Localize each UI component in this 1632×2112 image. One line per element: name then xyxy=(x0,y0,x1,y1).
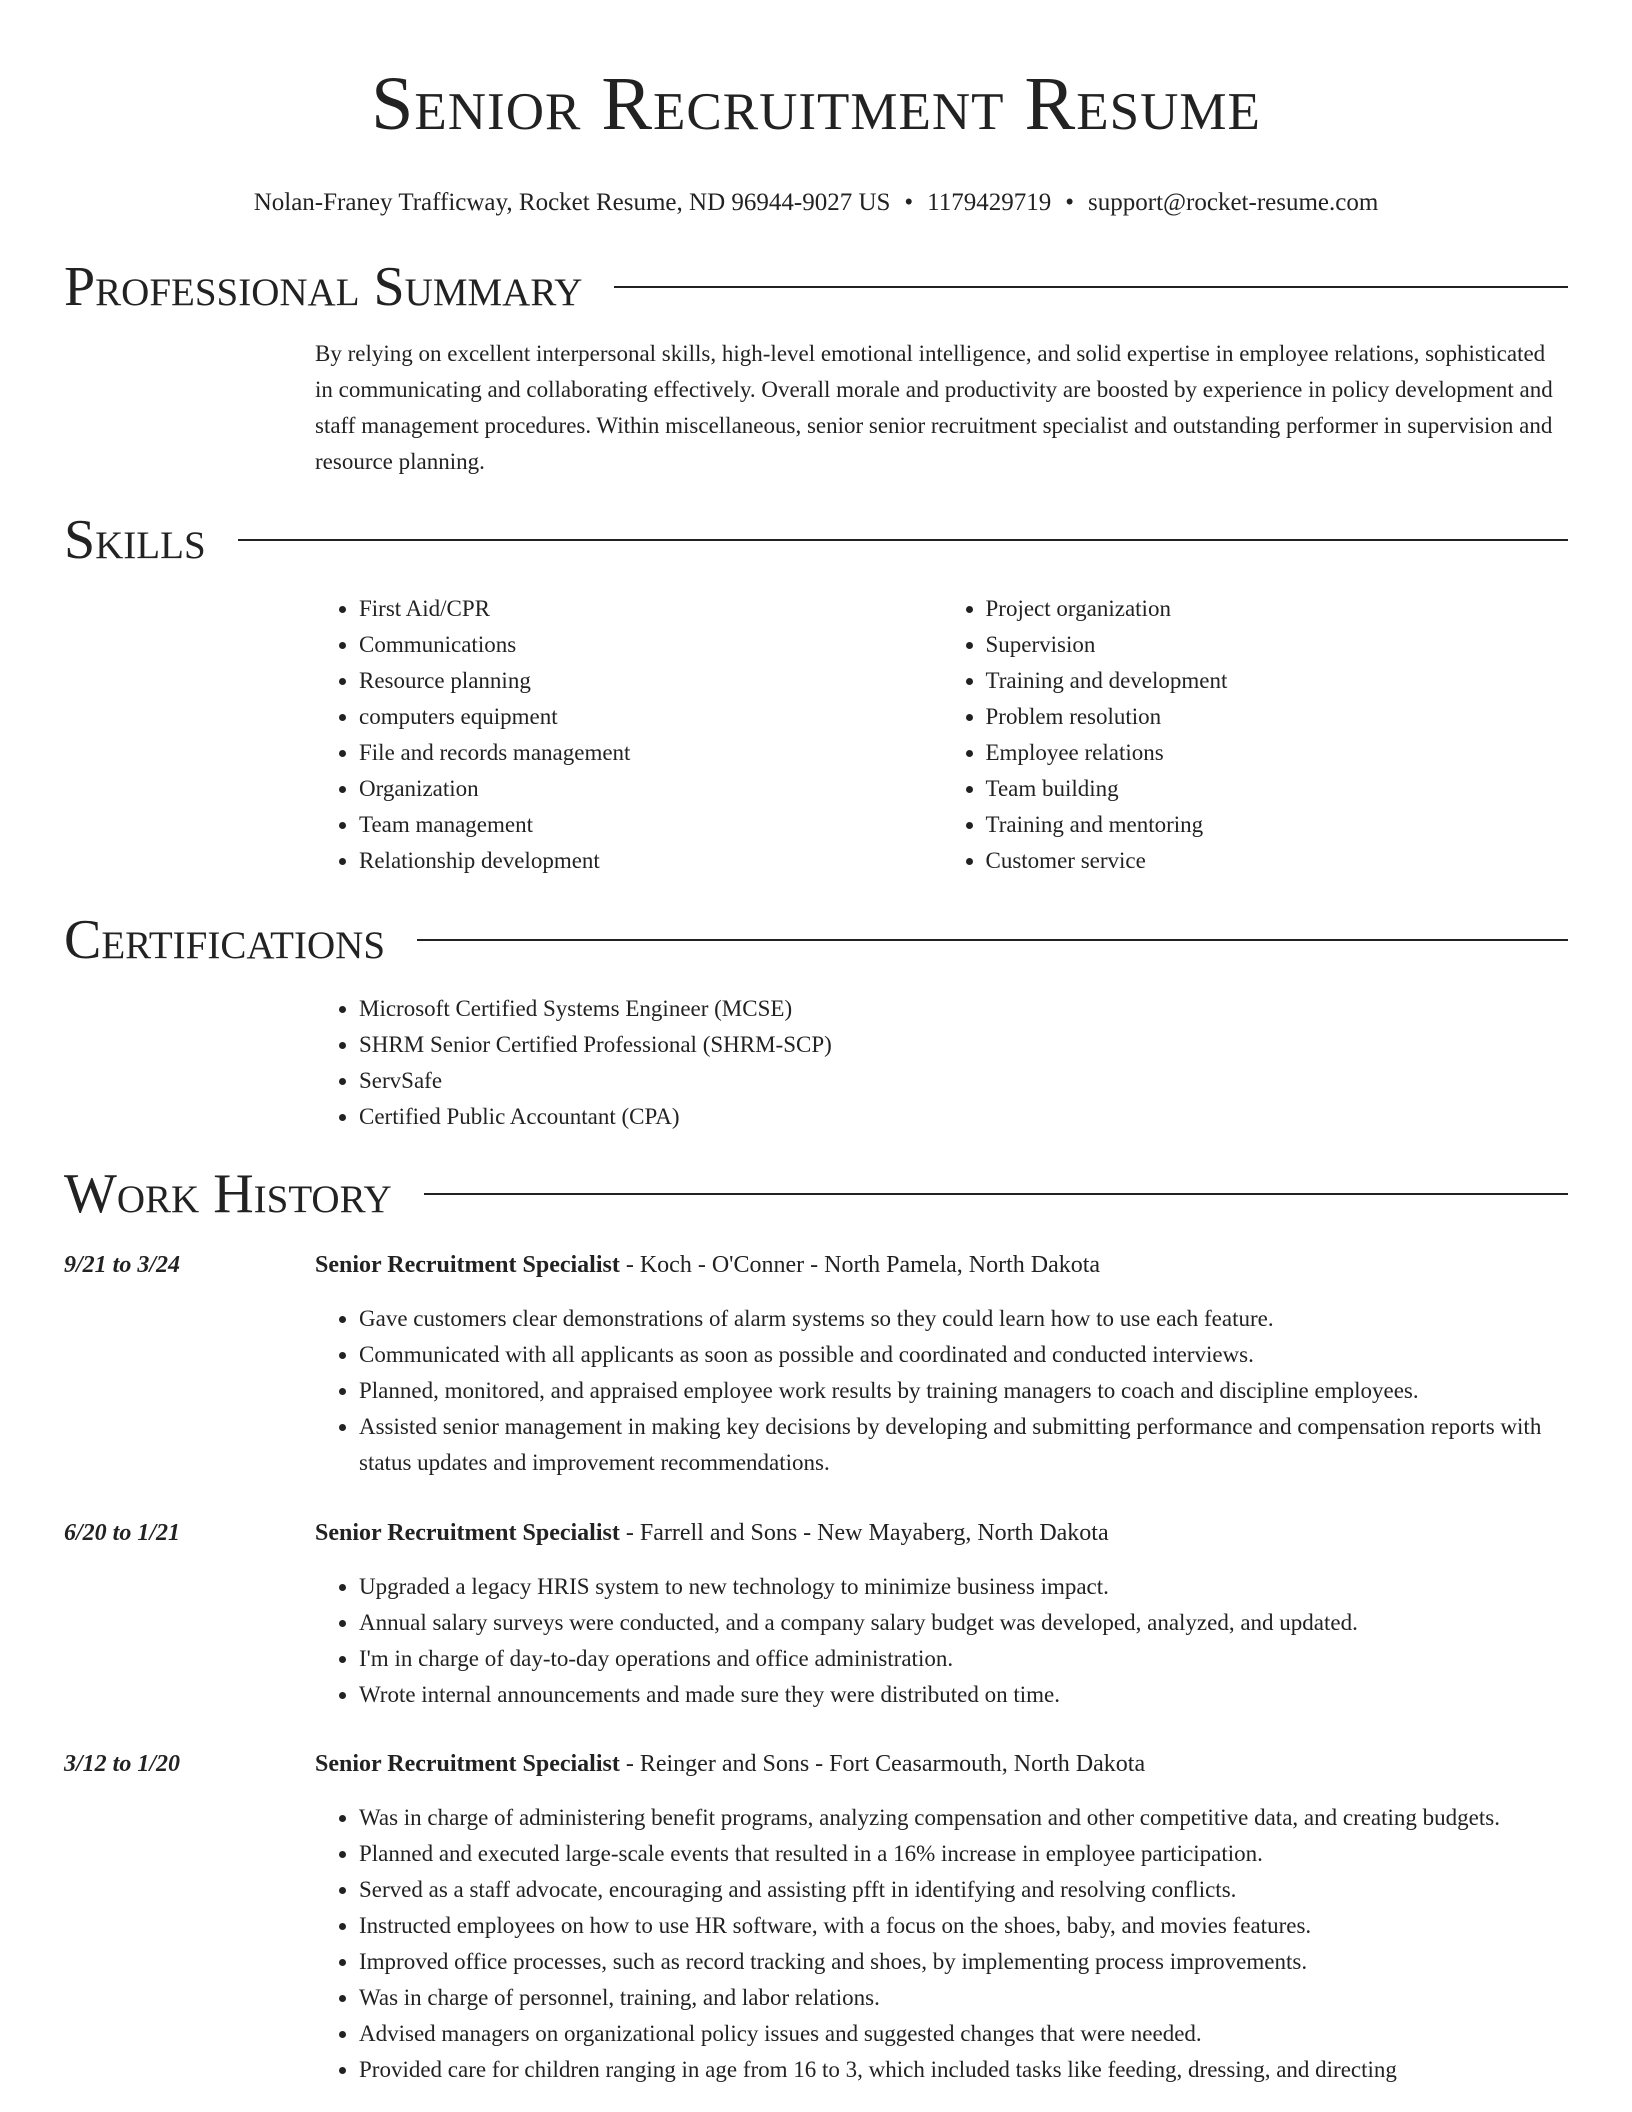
skill-item: • Project organization xyxy=(986,591,1569,627)
section-divider xyxy=(424,1193,1568,1195)
job-dates: 3/12 to 1/20 xyxy=(64,1751,181,1777)
skills-list-right xyxy=(942,591,1569,879)
job-bullet: • Was in charge of personnel, training, and labor relations. xyxy=(359,1980,1568,2016)
job-bullet: • I'm in charge of day-to-day operations and office administration. xyxy=(359,1641,1568,1677)
skill-item: • Relationship development xyxy=(359,843,942,879)
contact-separator: • xyxy=(1065,189,1075,216)
contact-line xyxy=(64,188,1568,218)
job-heading xyxy=(315,1247,1568,1283)
skill-item: • Problem resolution xyxy=(986,699,1569,735)
contact-separator: • xyxy=(904,189,914,216)
skill-item: • Organization xyxy=(359,771,942,807)
job-title: Senior Recruitment Specialist xyxy=(315,1751,620,1777)
job-bullets xyxy=(315,1301,1568,1481)
job-bullet: • Gave customers clear demonstrations of alarm systems so they could learn how to use each feature. xyxy=(359,1301,1568,1337)
certification-item: • Certified Public Accountant (CPA) xyxy=(359,1099,1568,1135)
skill-item: • Resource planning xyxy=(359,663,942,699)
job-entry xyxy=(315,1515,1568,1713)
job-bullets xyxy=(315,1800,1568,2088)
skill-item: • Customer service xyxy=(986,843,1569,879)
job-title: Senior Recruitment Specialist xyxy=(315,1252,620,1278)
job-bullet: • Instructed employees on how to use HR software, with a focus on the shoes, baby, and movies features. xyxy=(359,1908,1568,1944)
job-employer: - Farrell and Sons - New Mayaberg, North Dakota xyxy=(619,1520,1109,1546)
summary-text: By relying on excellent interpersonal skills, high-level emotional intelligence, and solid expertise in employee relations, sophisticated in communicating and collaborating effectively. Overall morale and productivity are boosted by experience in policy development and staff management procedures. Within miscellaneous, senior senior recruitment specialist and outstanding performer in supervision and resource planning. xyxy=(315,341,1553,474)
section-divider xyxy=(614,286,1568,288)
skills-list-left xyxy=(315,591,942,879)
skill-item: • Communications xyxy=(359,627,942,663)
section-title-certifications: Certifications xyxy=(64,909,386,971)
section-divider xyxy=(238,539,1568,541)
job-dates: 6/20 to 1/21 xyxy=(64,1520,181,1546)
job-bullet: • Improved office processes, such as record tracking and shoes, by implementing process improvements. xyxy=(359,1944,1568,1980)
contact-phone: 1179429719 xyxy=(927,189,1052,216)
resume-page xyxy=(64,0,1568,2082)
section-header-skills xyxy=(64,508,1568,572)
resume-title: Senior Recruitment Resume xyxy=(371,62,1261,146)
job-bullet: • Advised managers on organizational policy issues and suggested changes that were needed. xyxy=(359,2016,1568,2052)
job-bullet: • Was in charge of administering benefit programs, analyzing compensation and other competitive data, and creating budgets. xyxy=(359,1800,1568,1836)
job-heading xyxy=(315,1746,1568,1782)
skill-item: • Team building xyxy=(986,771,1569,807)
job-bullet: • Annual salary surveys were conducted, and a company salary budget was developed, analyzed, and updated. xyxy=(359,1605,1568,1641)
skill-item: • Supervision xyxy=(986,627,1569,663)
skill-item: • First Aid/CPR xyxy=(359,591,942,627)
section-title-work-history: Work History xyxy=(64,1163,392,1225)
section-title-skills: Skills xyxy=(64,509,206,571)
job-heading xyxy=(315,1515,1568,1551)
certifications-block xyxy=(315,991,1568,1135)
skill-item: • File and records management xyxy=(359,735,942,771)
certification-item: • ServSafe xyxy=(359,1063,1568,1099)
job-bullet: • Upgraded a legacy HRIS system to new technology to minimize business impact. xyxy=(359,1569,1568,1605)
section-title-summary: Professional Summary xyxy=(64,256,583,318)
job-bullet: • Wrote internal announcements and made sure they were distributed on time. xyxy=(359,1677,1568,1713)
certification-item: • SHRM Senior Certified Professional (SHRM-SCP) xyxy=(359,1027,1568,1063)
skill-item: • Training and development xyxy=(986,663,1569,699)
job-employer: - Koch - O'Conner - North Pamela, North Dakota xyxy=(619,1252,1101,1278)
job-bullets xyxy=(315,1569,1568,1713)
skill-item: • Training and mentoring xyxy=(986,807,1569,843)
job-entry xyxy=(315,1247,1568,1481)
job-bullet: • Planned, monitored, and appraised employee work results by training managers to coach and discipline employees. xyxy=(359,1373,1568,1409)
section-header-work-history xyxy=(64,1162,1568,1226)
job-bullet: • Communicated with all applicants as soon as possible and coordinated and conducted interviews. xyxy=(359,1337,1568,1373)
job-bullet: • Served as a staff advocate, encouraging and assisting pfft in identifying and resolving conflicts. xyxy=(359,1872,1568,1908)
certifications-list xyxy=(315,991,1568,1135)
job-bullet: • Provided care for children ranging in age from 16 to 3, which included tasks like feeding, dressing, and directing xyxy=(359,2052,1568,2088)
contact-email[interactable]: support@rocket-resume.com xyxy=(1088,189,1379,216)
job-employer: - Reinger and Sons - Fort Ceasarmouth, North Dakota xyxy=(619,1751,1146,1777)
contact-address: Nolan-Franey Trafficway, Rocket Resume, ND 96944-9027 US xyxy=(253,189,891,216)
summary-block xyxy=(315,336,1568,480)
job-title: Senior Recruitment Specialist xyxy=(315,1520,620,1546)
job-entry xyxy=(315,1746,1568,2088)
certification-item: • Microsoft Certified Systems Engineer (MCSE) xyxy=(359,991,1568,1027)
section-header-certifications xyxy=(64,908,1568,972)
skill-item: • Employee relations xyxy=(986,735,1569,771)
skill-item: • Team management xyxy=(359,807,942,843)
skills-block xyxy=(315,591,1568,879)
skill-item: • computers equipment xyxy=(359,699,942,735)
job-bullet: • Assisted senior management in making key decisions by developing and submitting performance and compensation reports with status updates and improvement recommendations. xyxy=(359,1409,1568,1481)
section-header-summary xyxy=(64,255,1568,319)
section-divider xyxy=(417,939,1568,941)
job-dates: 9/21 to 3/24 xyxy=(64,1252,181,1278)
job-bullet: • Planned and executed large-scale events that resulted in a 16% increase in employee participation. xyxy=(359,1836,1568,1872)
